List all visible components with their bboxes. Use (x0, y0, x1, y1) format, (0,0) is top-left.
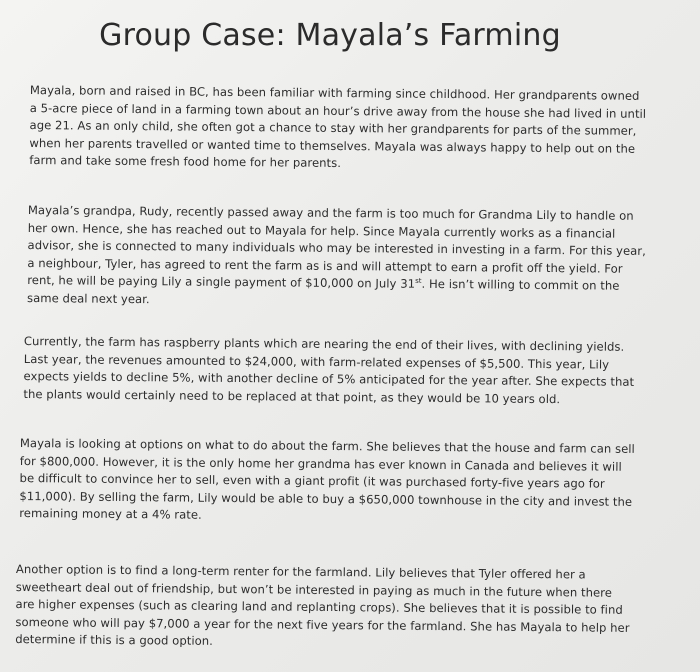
ordinal-suffix: st (415, 277, 422, 286)
text-line: sweetheart deal out of friendship, but won’t be interested in paying as much in the future when there (15, 579, 613, 600)
text-line: a neighbour, Tyler, has agreed to rent the farm as is and will attempt to earn a profit off the yield. For (27, 255, 623, 276)
text-line: determine if this is a good option. (15, 632, 213, 649)
text-line: someone who will pay $7,000 a year for the next five years for the farmland. She has Mayala to help her (15, 614, 630, 635)
text-line: rent, he will be paying Lily a single payment of $10,000 on July 31st. He isn’t willing to commit on the (27, 273, 620, 294)
text-line: be difficult to convince her to sell, even with a giant profit (it was purchased forty-five years ago for (19, 471, 605, 491)
paragraph-rental-situation (27, 202, 646, 313)
text-line: Another option is to find a long-term renter for the farmland. Lily believes that Tyler offered her a (15, 561, 586, 582)
text-line: remaining money at a 4% rate. (19, 506, 202, 523)
text-line: expects yields to decline 5%, with another decline of 5% anticipated for the year after. She expects that (23, 369, 635, 390)
text-line: Currently, the farm has raspberry plants which are nearing the end of their lives, with declining yields. (23, 333, 625, 354)
text-line: Last year, the revenues amounted to $24,000, with farm-related expenses of $5,500. This year, Lily (23, 351, 610, 372)
text-line: Mayala, born and raised in BC, has been familiar with farming since childhood. Her grandparents owned (29, 82, 640, 103)
text-line: farm and take some fresh food home for her parents. (29, 153, 342, 171)
paragraph-background (29, 82, 646, 176)
text-line: for $800,000. However, it is the only home her grandma has ever known in Canada and believes it will (19, 453, 622, 474)
paragraph-raspberry-yields (23, 333, 634, 409)
text-line: $11,000). By selling the farm, Lily would be able to buy a $650,000 townhouse in the city and invest the (19, 488, 633, 509)
text-line: when her parents travelled or wanted time to themselves. Mayala was always happy to help out on the (29, 135, 636, 156)
text-line: a 5-acre piece of land in a farming town about an hour’s drive away from the house she had lived in until (29, 100, 647, 121)
text-line: age 21. As an only child, she often got a chance to stay with her grandparents for parts of the summer, (29, 118, 637, 139)
paragraph-renter-option (15, 561, 630, 655)
text-line: advisor, she is connected to many individuals who may be interested in investing in a farm. For this year, (27, 238, 646, 259)
text-line: the plants would certainly need to be replaced at that point, as they would be 10 years old. (23, 386, 561, 406)
text-line: are higher expenses (such as clearing land and replanting crops). She believes that it is possible to find (15, 597, 623, 618)
text-line: same deal next year. (27, 290, 150, 307)
page-title: Group Case: Mayala’s Farming (99, 18, 561, 53)
text-line: her own. Hence, she has reached out to Mayala for help. Since Mayala currently works as a financial (27, 220, 616, 241)
paragraph-sale-option (19, 435, 635, 529)
text-line: Mayala is looking at options on what to do about the farm. She believes that the house and farm can sell (19, 435, 635, 456)
text-line: Mayala’s grandpa, Rudy, recently passed away and the farm is too much for Grandma Lily to handle on (27, 202, 634, 223)
